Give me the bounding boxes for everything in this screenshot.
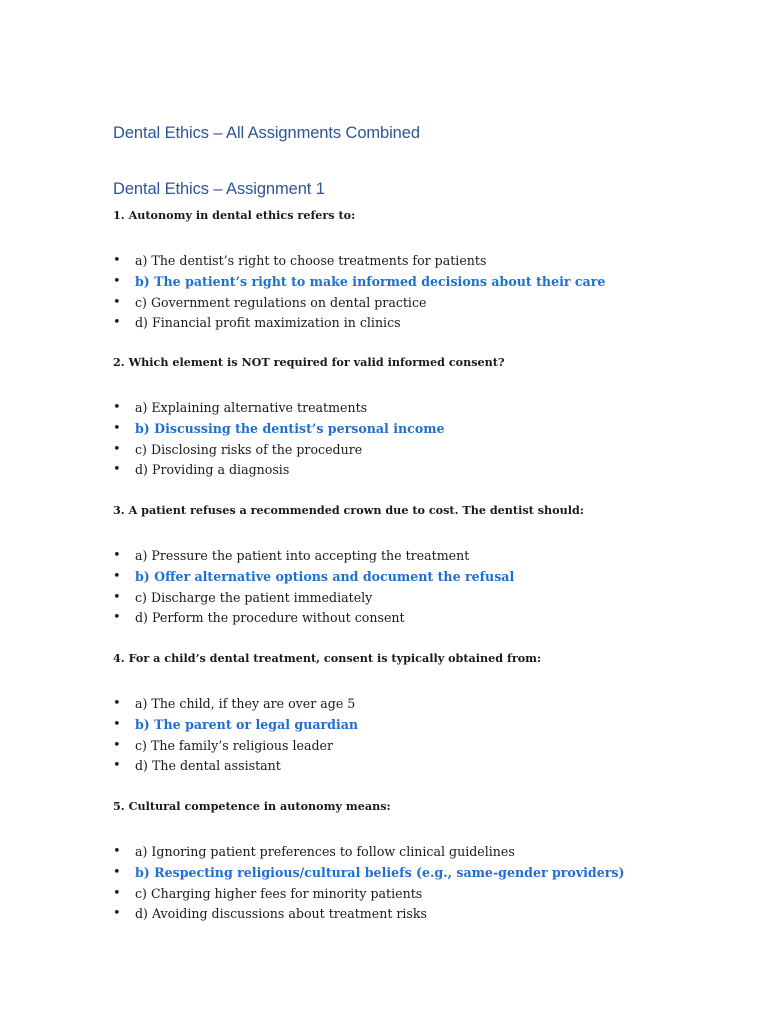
answer-text: c) The family’s religious leader bbox=[135, 737, 333, 753]
question-4 bbox=[113, 651, 753, 774]
bullet-icon: • bbox=[113, 696, 121, 711]
bullet-icon: • bbox=[113, 420, 121, 436]
assignment-title: Dental Ethics – Assignment 1 bbox=[113, 180, 325, 198]
answer-text: a) Pressure the patient into accepting the treatment bbox=[135, 548, 470, 563]
question-text: 3. A patient refuses a recommended crown due to cost. The dentist should: bbox=[113, 503, 584, 517]
bullet-icon: • bbox=[113, 253, 121, 268]
bullet-icon: • bbox=[113, 589, 121, 605]
answer-text: b) Offer alternative options and document the refusal bbox=[135, 568, 515, 584]
answer-option-d bbox=[113, 608, 514, 629]
answer-option-b-correct bbox=[113, 715, 358, 736]
answer-option-d bbox=[113, 313, 605, 334]
bullet-icon: • bbox=[113, 716, 121, 732]
answer-option-b-correct bbox=[113, 272, 605, 293]
answer-option-c bbox=[113, 588, 514, 609]
answer-text: a) Explaining alternative treatments bbox=[135, 400, 368, 415]
answer-option-a bbox=[113, 546, 514, 567]
answer-text: c) Disclosing risks of the procedure bbox=[135, 441, 363, 457]
answer-options bbox=[113, 546, 514, 629]
bullet-icon: • bbox=[113, 441, 121, 457]
answer-option-c bbox=[113, 884, 624, 905]
answer-options bbox=[113, 398, 445, 481]
answer-option-a bbox=[113, 251, 605, 272]
answer-options bbox=[113, 842, 624, 925]
bullet-icon: • bbox=[113, 758, 121, 774]
bullet-icon: • bbox=[113, 737, 121, 753]
answer-text: b) The patient’s right to make informed decisions about their care bbox=[135, 273, 606, 289]
bullet-icon: • bbox=[113, 610, 121, 626]
answer-text: d) The dental assistant bbox=[135, 758, 281, 774]
answer-option-a bbox=[113, 842, 624, 863]
question-1 bbox=[113, 208, 753, 331]
answer-text: d) Providing a diagnosis bbox=[135, 462, 290, 478]
question-text: 1. Autonomy in dental ethics refers to: bbox=[113, 208, 356, 222]
answer-option-d bbox=[113, 460, 445, 481]
answer-option-a bbox=[113, 398, 445, 419]
answer-text: d) Perform the procedure without consent bbox=[135, 610, 405, 626]
bullet-icon: • bbox=[113, 844, 121, 859]
bullet-icon: • bbox=[113, 315, 121, 331]
answer-option-d bbox=[113, 756, 358, 777]
bullet-icon: • bbox=[113, 885, 121, 901]
bullet-icon: • bbox=[113, 294, 121, 310]
bullet-icon: • bbox=[113, 568, 121, 584]
question-text: 4. For a child’s dental treatment, consent is typically obtained from: bbox=[113, 651, 542, 665]
answer-option-c bbox=[113, 440, 445, 461]
answer-option-d bbox=[113, 904, 624, 925]
answer-text: b) The parent or legal guardian bbox=[135, 716, 359, 732]
bullet-icon: • bbox=[113, 462, 121, 478]
answer-option-b-correct bbox=[113, 567, 514, 588]
question-text: 2. Which element is NOT required for valid informed consent? bbox=[113, 355, 505, 369]
question-5 bbox=[113, 799, 753, 922]
answer-option-c bbox=[113, 293, 605, 314]
answer-text: d) Avoiding discussions about treatment risks bbox=[135, 906, 427, 922]
answer-text: c) Government regulations on dental practice bbox=[135, 294, 427, 310]
question-2 bbox=[113, 355, 753, 478]
answer-option-b-correct bbox=[113, 863, 624, 884]
bullet-icon: • bbox=[113, 906, 121, 922]
bullet-icon: • bbox=[113, 273, 121, 289]
bullet-icon: • bbox=[113, 400, 121, 415]
answer-text: b) Discussing the dentist’s personal income bbox=[135, 420, 445, 436]
bullet-icon: • bbox=[113, 548, 121, 563]
answer-option-a bbox=[113, 694, 358, 715]
answer-text: a) The child, if they are over age 5 bbox=[135, 696, 356, 711]
answer-text: d) Financial profit maximization in clinics bbox=[135, 315, 401, 331]
answer-text: a) The dentist’s right to choose treatments for patients bbox=[135, 253, 487, 268]
answer-options bbox=[113, 694, 358, 777]
answer-text: c) Discharge the patient immediately bbox=[135, 589, 373, 605]
answer-options bbox=[113, 251, 605, 334]
answer-option-b-correct bbox=[113, 419, 445, 440]
answer-option-c bbox=[113, 736, 358, 757]
answer-text: b) Respecting religious/cultural beliefs (e.g., same-gender providers) bbox=[135, 864, 625, 880]
answer-text: a) Ignoring patient preferences to follow clinical guidelines bbox=[135, 844, 515, 859]
question-3 bbox=[113, 503, 753, 626]
bullet-icon: • bbox=[113, 864, 121, 880]
document-title: Dental Ethics – All Assignments Combined bbox=[113, 124, 420, 142]
answer-text: c) Charging higher fees for minority patients bbox=[135, 885, 423, 901]
question-text: 5. Cultural competence in autonomy means: bbox=[113, 799, 391, 813]
